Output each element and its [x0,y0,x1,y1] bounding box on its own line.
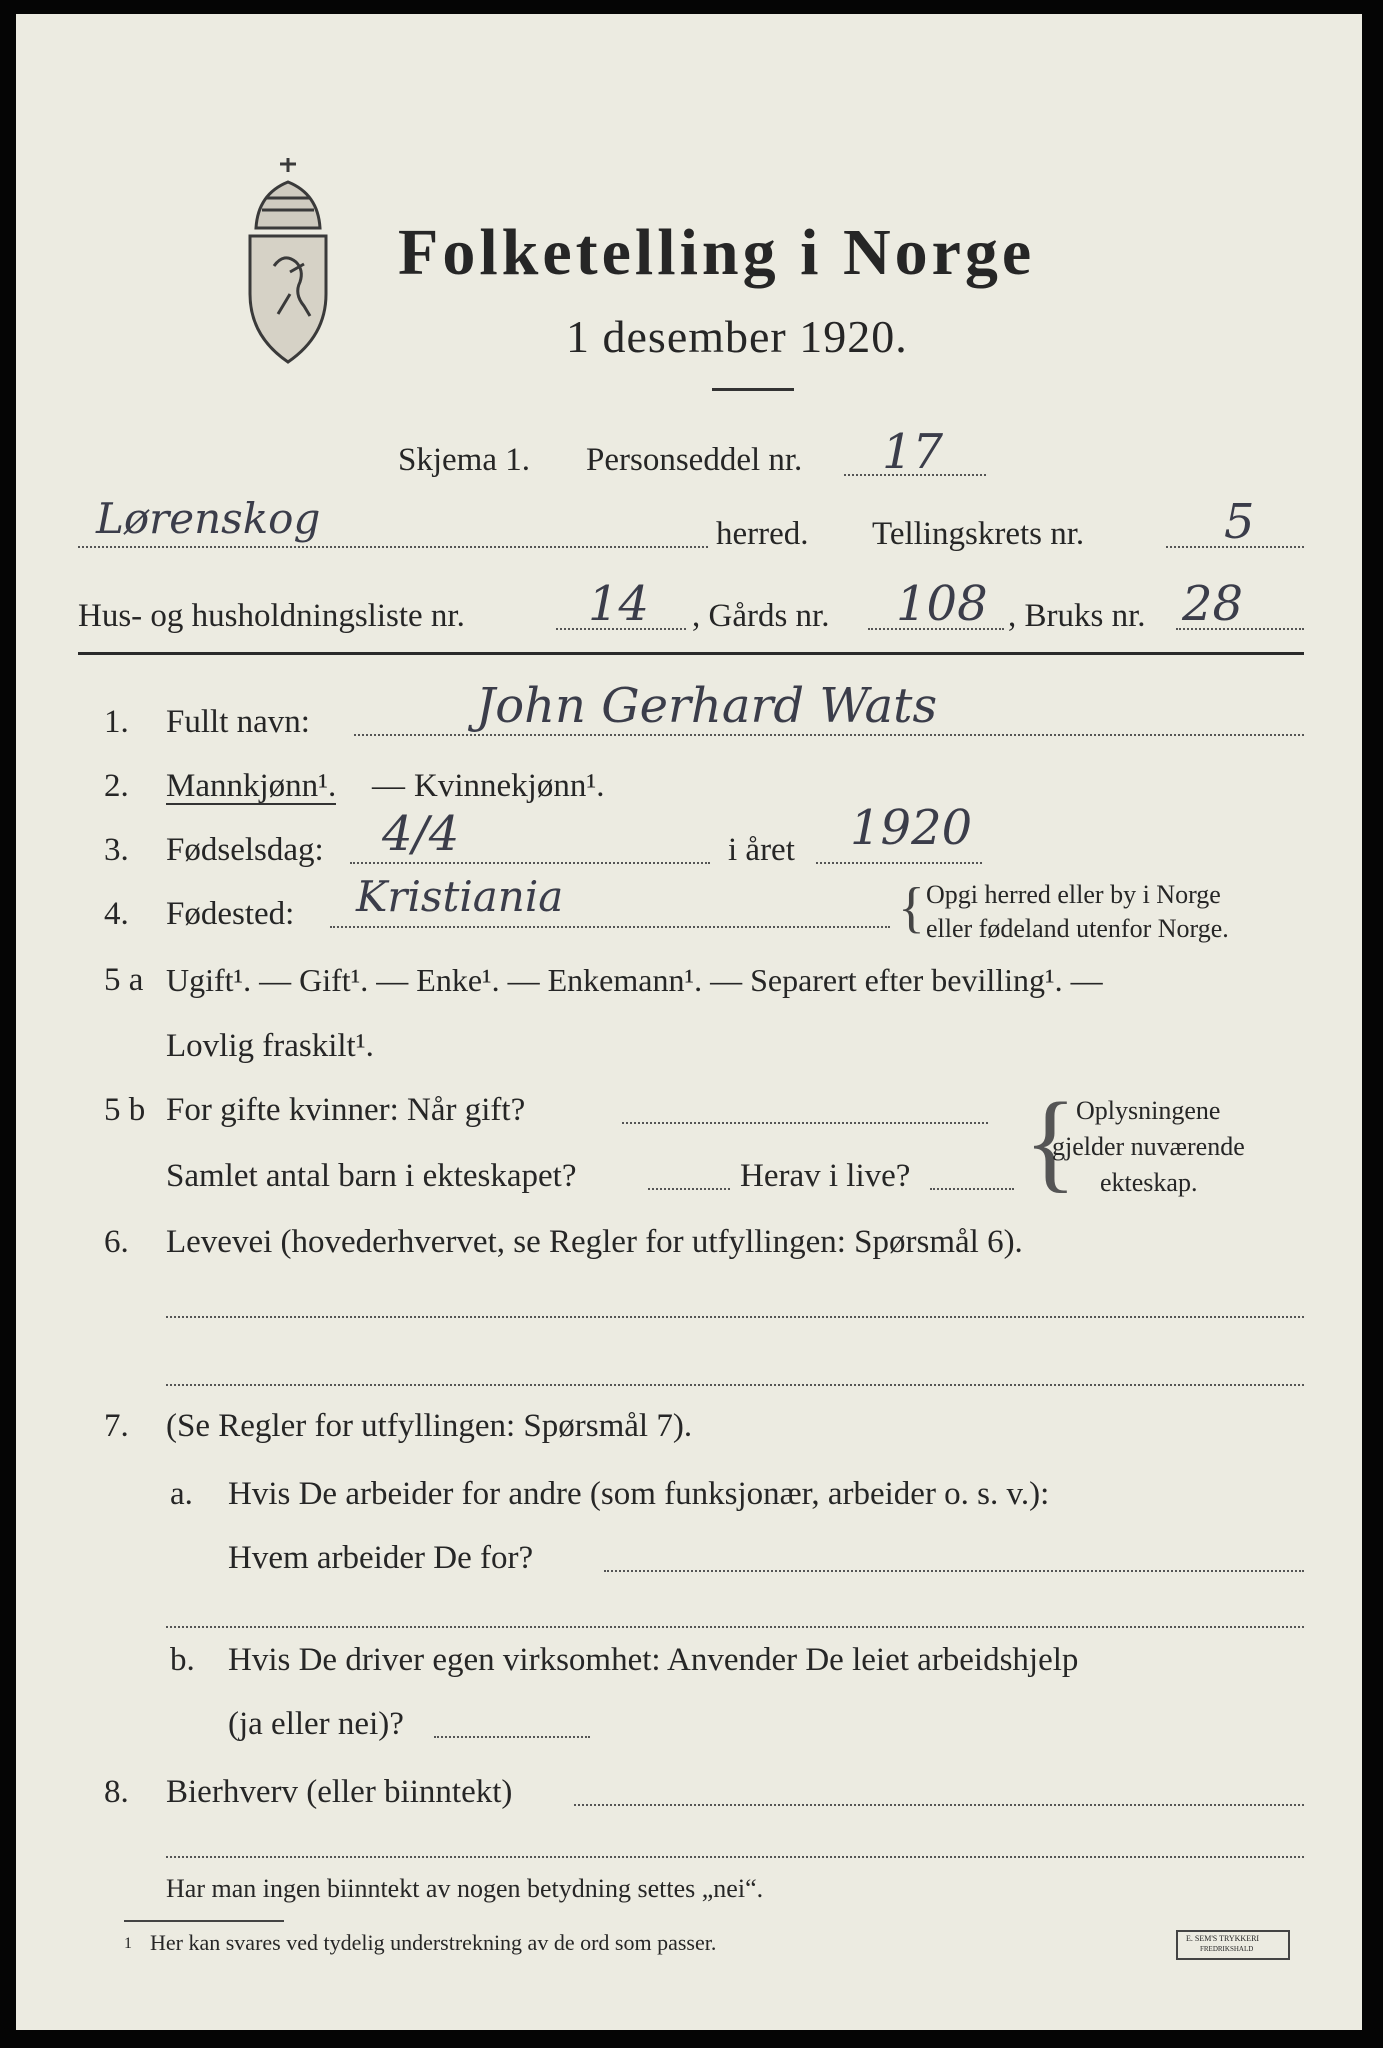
hus-value: 14 [588,576,650,632]
printer-mark [1176,1930,1290,1960]
q3-label: Fødselsdag: [166,832,324,868]
q7a-line1: Hvis De arbeider for andre (som funksjonær, arbeider o. s. v.): [228,1476,1050,1512]
skjema-label: Skjema 1. [398,442,530,478]
q4-number: 4. [104,896,129,932]
q5a-line1: Ugift¹. — Gift¹. — Enke¹. — Enkemann¹. — Separert efter bevilling¹. — [166,962,1103,998]
q8-number: 8. [104,1774,129,1810]
q3-year-value: 1920 [850,800,973,856]
q7a-line2: Hvem arbeider De for? [228,1540,534,1576]
q7b-line1: Hvis De driver egen virksomhet: Anvender De leiet arbeidshjelp [228,1642,1079,1678]
printer-line2: FREDRIKSHALD [1200,1945,1254,1953]
tellingskrets-value: 5 [1224,494,1255,550]
q3-year-line [816,862,982,864]
herred-line [78,546,708,548]
gards-value: 108 [896,576,988,632]
q5b-brace: { [1024,1080,1077,1202]
bruks-label: , Bruks nr. [1008,598,1146,634]
herred-label: herred. [716,516,809,552]
q8-line-extra [166,1856,1304,1858]
q4-label: Fødested: [166,896,295,932]
q5b-line2a: Samlet antal barn i ekteskapet? [166,1158,577,1194]
hus-label: Hus- og husholdningsliste nr. [78,598,465,634]
footer-note: Har man ingen biinntekt av nogen betydning settes „nei“. [166,1874,764,1903]
q5b-note1: Oplysningene [1076,1096,1221,1125]
q7b-line2: (ja eller nei)? [228,1706,404,1742]
q5b-barn-line [648,1188,730,1190]
q5b-line2b: Herav i live? [740,1158,911,1194]
q1-line [354,734,1304,736]
q4-line [330,926,890,928]
q8-line [574,1804,1304,1806]
personseddel-value: 17 [882,424,944,480]
q8-label: Bierhverv (eller biinntekt) [166,1774,513,1810]
q4-brace: { [898,877,925,939]
q5b-gift-line [622,1122,988,1124]
q5a-number: 5 a [104,962,144,998]
q1-label: Fullt navn: [166,704,310,740]
form-date: 1 desember 1920. [566,311,908,362]
q3-year-label: i året [728,832,795,868]
header-rule [78,652,1304,655]
q7a-line-extra [166,1626,1304,1628]
q5b-live-line [930,1188,1014,1190]
q7-label: (Se Regler for utfyllingen: Spørsmål 7). [166,1408,693,1444]
footer-rule [124,1920,284,1922]
q5b-note2: gjelder nuværende [1052,1132,1245,1161]
q5b-number: 5 b [104,1092,146,1128]
q6-number: 6. [104,1224,129,1260]
q4-value: Kristiania [356,872,564,921]
tellingskrets-label: Tellingskrets nr. [872,516,1085,552]
q6-line1 [166,1316,1304,1318]
bruks-value: 28 [1182,576,1244,632]
q5b-note3: ekteskap. [1100,1168,1198,1197]
q2-separator: — [372,768,405,804]
q3-value: 4/4 [382,806,460,862]
q7a-line [604,1570,1304,1572]
q7-number: 7. [104,1408,129,1444]
q2-female: Kvinnekjønn¹. [414,768,605,804]
form-title: Folketelling i Norge [398,216,1036,289]
q6-label: Levevei (hovederhvervet, se Regler for utfyllingen: Spørsmål 6). [166,1224,1023,1260]
q7b-line [434,1736,590,1738]
q2-male: Mannkjønn¹. [166,768,337,804]
q6-line2 [166,1384,1304,1386]
q4-note-line2: eller fødeland utenfor Norge. [926,914,1229,943]
footnote-text: Her kan svares ved tydelig understrekning av de ord som passer. [150,1930,717,1955]
q5a-line2: Lovlig fraskilt¹. [166,1028,374,1064]
footnote-number: 1 [124,1935,132,1952]
gards-label: , Gårds nr. [692,598,830,634]
personseddel-label: Personseddel nr. [586,442,803,478]
q5b-line1: For gifte kvinner: Når gift? [166,1092,526,1128]
herred-value: Lørenskog [96,494,321,543]
q1-value: John Gerhard Wats [476,678,938,734]
title-divider [712,388,794,391]
q7a-number: a. [170,1476,193,1512]
q1-number: 1. [104,704,129,740]
census-form [16,14,1362,2030]
q4-note-line1: Opgi herred eller by i Norge [926,880,1221,909]
printer-line1: E. SEM'S TRYKKERI [1186,1934,1260,1943]
coat-of-arms-icon [228,154,348,366]
q3-number: 3. [104,832,129,868]
q7b-number: b. [170,1642,195,1678]
q3-line [350,862,710,864]
q2-number: 2. [104,768,129,804]
